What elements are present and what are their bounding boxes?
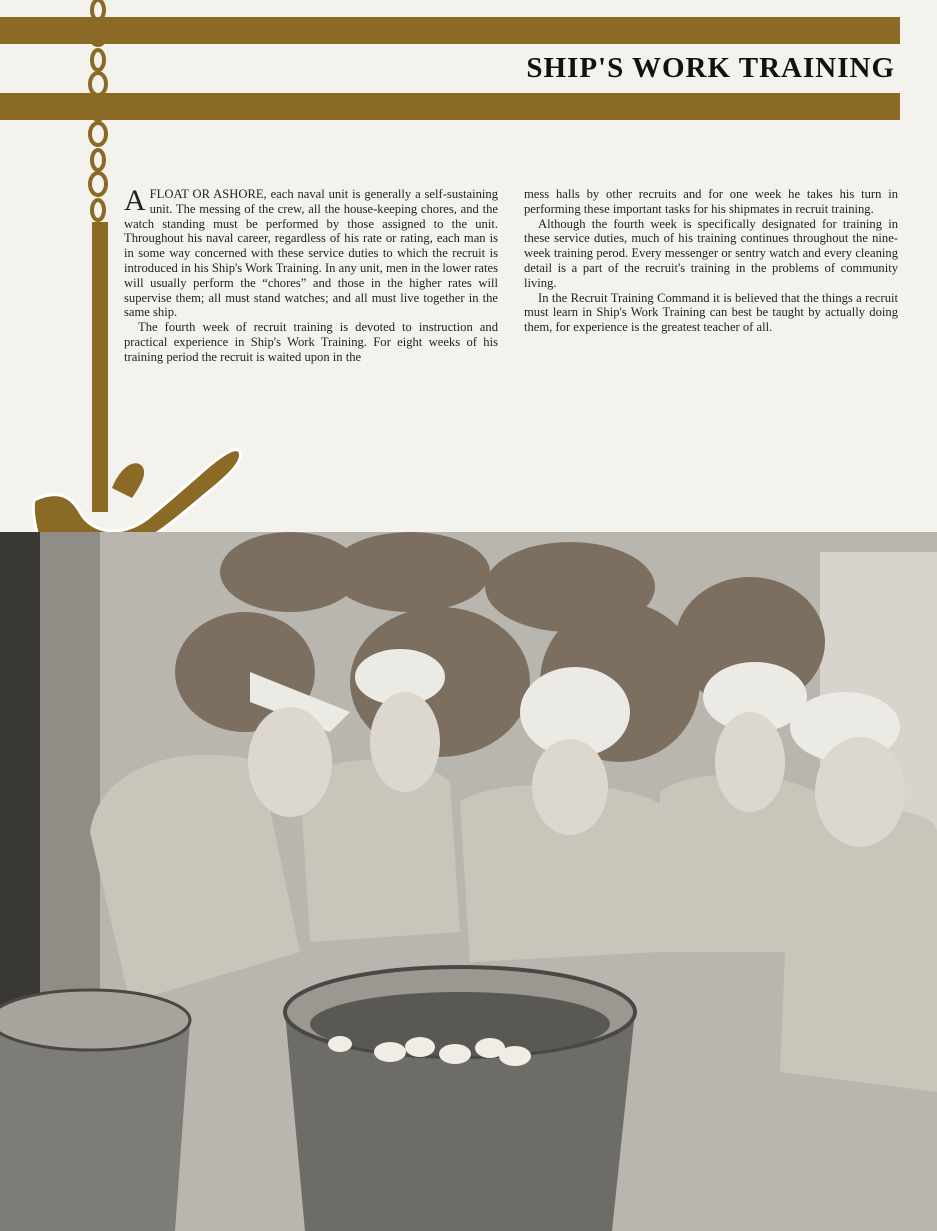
lead-in: FLOAT OR ASHORE: [149, 187, 264, 201]
article-paragraph: Although the fourth week is specifically designated for training in these service duties, much of his training continues throughout the nine-week training perod. Every messenger or sentry watch and every cleaning detail is a part of the recruit's training in the problems of community living.: [524, 216, 898, 290]
article-paragraph: The fourth week of recruit training is devoted to instruction and practical experience in Ship's Work Training. For eight weeks of his training period the recruit is waited upon in the: [124, 320, 498, 364]
page-title: SHIP'S WORK TRAINING: [526, 52, 895, 84]
article-column-left: [124, 184, 498, 365]
photo-recruits-peeling-potatoes: [0, 532, 937, 1231]
article-column-right: [524, 187, 898, 335]
drop-cap: A: [124, 184, 146, 217]
article-paragraph: In the Recruit Training Command it is believed that the things a recruit must learn in Ship's Work Training can best be taught by actually doing them, for experience is the greatest teacher of all.: [524, 290, 898, 335]
cooking-pot: [285, 967, 635, 1231]
article-paragraph: [124, 184, 498, 320]
paragraph-text: , each naval unit is generally a self-sustaining unit. The messing of the crew, all the house-keeping chores, and the watch standing must be performed by those assigned to the unit. Throughout his naval career, regardless of his rate or rating, each man is in some way concerned with these service duties to which the recruit is introduced in his Ship's Work Training. In any unit, men in the lower rates will usually perform the “chores” and those in the higher rates will supervise them; all must stand watches; and all must live together in the same ship.: [124, 187, 498, 320]
article-paragraph: mess halls by other recruits and for one week he takes his turn in performing these important tasks for his shipmates in recruit training.: [524, 187, 898, 216]
left-pot: [0, 990, 190, 1231]
